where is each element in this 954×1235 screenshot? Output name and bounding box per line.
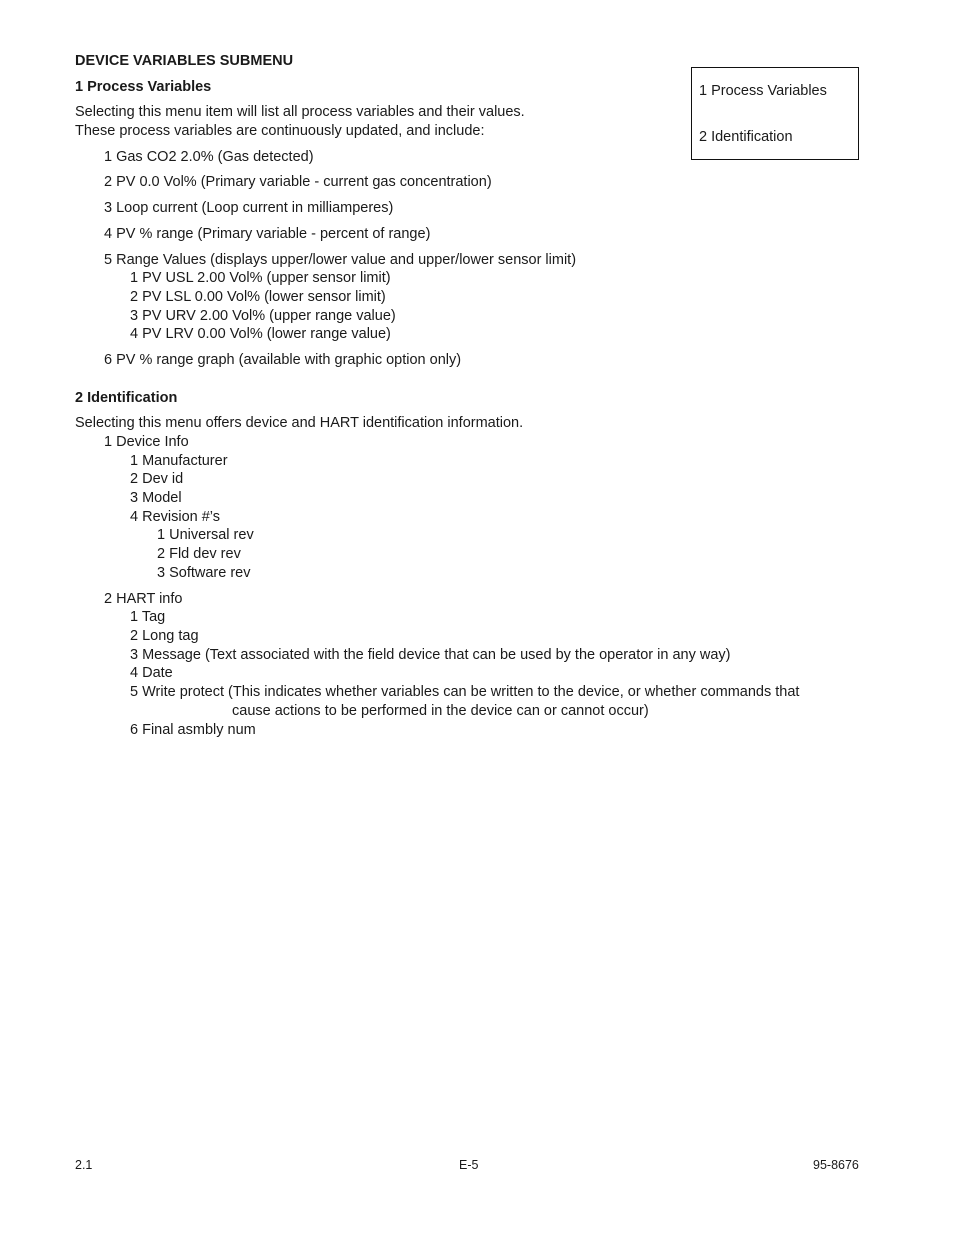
section-heading-process-variables: 1 Process Variables (75, 79, 212, 95)
sub-sub-list-item: 2 Fld dev rev (157, 546, 241, 562)
sub-list-item: 5 Write protect (This indicates whether variables can be written to the device, or whether commands that (130, 684, 800, 700)
sub-list-item: 3 PV URV 2.00 Vol% (upper range value) (130, 308, 396, 324)
sub-list-item: 4 Revision #’s (130, 509, 221, 525)
sub-list-item: 6 Final asmbly num (130, 722, 256, 738)
section2-intro: Selecting this menu offers device and HART identification information. (75, 415, 524, 431)
list-item: 6 PV % range graph (available with graphic option only) (104, 352, 462, 368)
list-item: 4 PV % range (Primary variable - percent of range) (104, 226, 431, 242)
sub-list-item: 2 Long tag (130, 628, 199, 644)
list-item: 3 Loop current (Loop current in milliamperes) (104, 200, 394, 216)
menu-box-item-identification: 2 Identification (699, 129, 793, 145)
list-item: 2 HART info (104, 591, 183, 607)
sub-list-item: 1 Tag (130, 609, 166, 625)
section1-intro-line2: These process variables are continuously updated, and include: (75, 123, 485, 139)
page-title: DEVICE VARIABLES SUBMENU (75, 53, 294, 69)
sub-list-item: 1 Manufacturer (130, 453, 228, 469)
sub-list-item: 4 Date (130, 665, 173, 681)
section-heading-identification: 2 Identification (75, 390, 178, 406)
list-item: 1 Gas CO2 2.0% (Gas detected) (104, 149, 314, 165)
list-item: 1 Device Info (104, 434, 189, 450)
sub-list-item: 1 PV USL 2.00 Vol% (upper sensor limit) (130, 270, 391, 286)
footer-document-number: 95-8676 (813, 1158, 859, 1172)
menu-box-item-process-variables: 1 Process Variables (699, 83, 827, 99)
sub-list-item: 3 Model (130, 490, 182, 506)
sub-sub-list-item: 1 Universal rev (157, 527, 254, 543)
sub-sub-list-item: 3 Software rev (157, 565, 251, 581)
footer-revision: 2.1 (75, 1158, 93, 1172)
sub-list-item: 2 Dev id (130, 471, 184, 487)
sub-list-item: 3 Message (Text associated with the field device that can be used by the operator in any way) (130, 647, 731, 663)
list-item: 2 PV 0.0 Vol% (Primary variable - current gas concentration) (104, 174, 492, 190)
sub-list-item-continuation: cause actions to be performed in the device can or cannot occur) (232, 703, 649, 719)
sub-list-item: 2 PV LSL 0.00 Vol% (lower sensor limit) (130, 289, 386, 305)
menu-box (691, 67, 859, 160)
list-item: 5 Range Values (displays upper/lower value and upper/lower sensor limit) (104, 252, 577, 268)
footer-page-number: E-5 (459, 1158, 479, 1172)
section1-intro-line1: Selecting this menu item will list all process variables and their values. (75, 104, 525, 120)
sub-list-item: 4 PV LRV 0.00 Vol% (lower range value) (130, 326, 391, 342)
